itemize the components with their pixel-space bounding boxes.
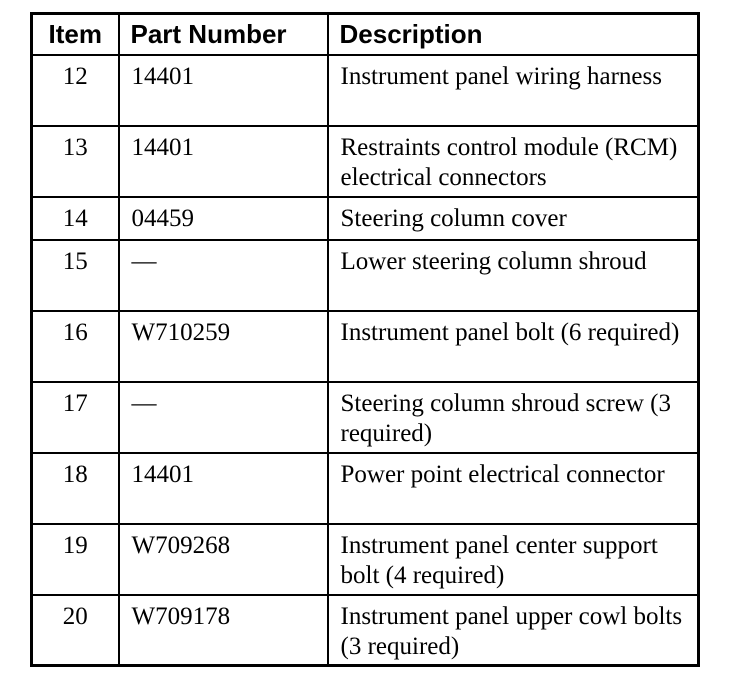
table-row (32, 382, 699, 453)
description-cell: Instrument panel center support bolt (4 required) (328, 524, 699, 595)
description-cell: Steering column cover (328, 197, 699, 240)
item-cell: 16 (32, 311, 119, 382)
table-row (32, 595, 699, 666)
item-cell: 19 (32, 524, 119, 595)
part-number-cell: — (119, 382, 328, 453)
part-number-cell: 14401 (119, 55, 328, 126)
description-cell: Instrument panel wiring harness (328, 55, 699, 126)
item-cell: 13 (32, 126, 119, 197)
table-row (32, 524, 699, 595)
description-cell: Restraints control module (RCM) electrical connectors (328, 126, 699, 197)
header-item: Item (32, 14, 119, 55)
part-number-cell: W709268 (119, 524, 328, 595)
description-cell: Power point electrical connector (328, 453, 699, 524)
description-cell: Steering column shroud screw (3 required) (328, 382, 699, 453)
table-row (32, 55, 699, 126)
part-number-cell: W709178 (119, 595, 328, 666)
header-row (32, 14, 699, 55)
item-cell: 12 (32, 55, 119, 126)
description-cell: Lower steering column shroud (328, 240, 699, 311)
item-cell: 17 (32, 382, 119, 453)
part-number-cell: — (119, 240, 328, 311)
item-cell: 14 (32, 197, 119, 240)
description-cell: Instrument panel bolt (6 required) (328, 311, 699, 382)
item-cell: 15 (32, 240, 119, 311)
part-number-cell: 04459 (119, 197, 328, 240)
header-part-number: Part Number (119, 14, 328, 55)
part-number-cell: W710259 (119, 311, 328, 382)
item-cell: 20 (32, 595, 119, 666)
table-row (32, 197, 699, 240)
table-row (32, 453, 699, 524)
item-cell: 18 (32, 453, 119, 524)
table-row (32, 126, 699, 197)
parts-table (30, 12, 700, 667)
description-cell: Instrument panel upper cowl bolts (3 required) (328, 595, 699, 666)
header-description: Description (328, 14, 699, 55)
table-row (32, 311, 699, 382)
part-number-cell: 14401 (119, 453, 328, 524)
table-row (32, 240, 699, 311)
part-number-cell: 14401 (119, 126, 328, 197)
